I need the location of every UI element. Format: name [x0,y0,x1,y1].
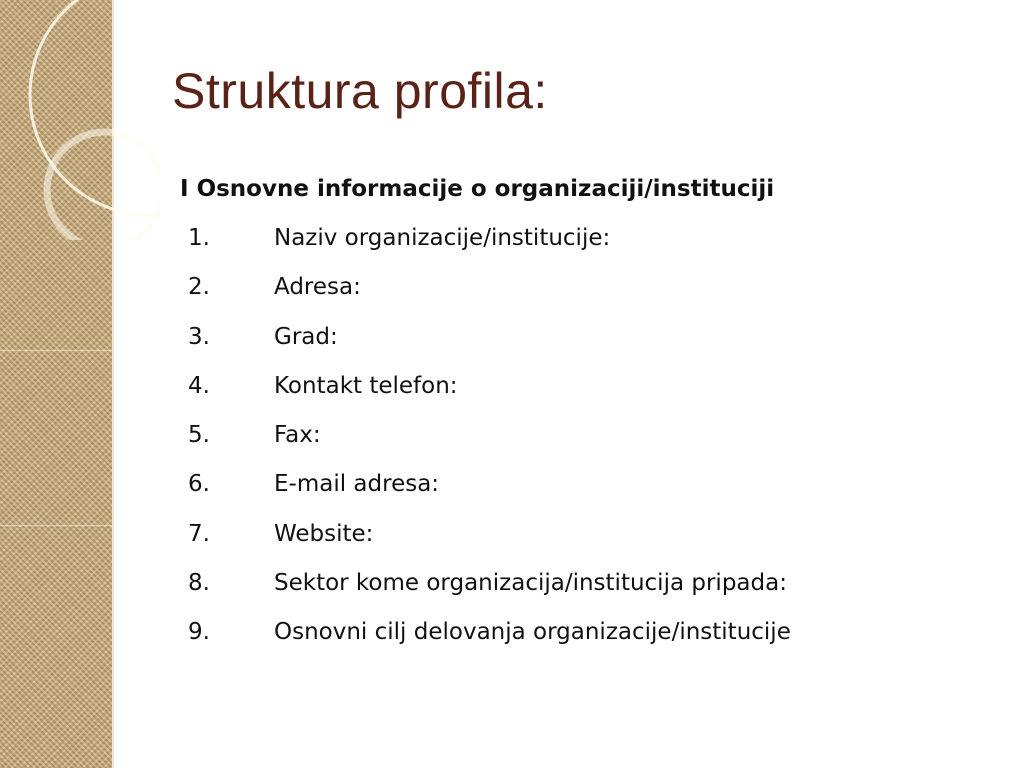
list-item [180,219,1000,268]
list-item [180,564,1000,613]
item-number: 4. [188,372,210,399]
list-item [180,416,1000,465]
item-label: Adresa: [274,274,361,301]
list-item [180,318,1000,367]
section-heading: I Osnovne informacije o organizaciji/instituciji [180,176,775,202]
list-item [180,465,1000,514]
item-number: 3. [188,323,210,350]
item-label: Sektor kome organizacija/institucija pripada: [274,570,787,597]
item-label: Grad: [274,323,338,350]
slide-content [180,170,1000,663]
item-number: 7. [188,520,210,547]
item-number: 6. [188,471,210,498]
item-number: 9. [188,619,210,646]
list-item [180,613,1000,662]
item-label: Website: [274,520,374,547]
list-item [180,515,1000,564]
item-label: Naziv organizacije/institucije: [274,225,611,251]
circle-ornament-icon [0,0,160,240]
item-number: 5. [188,422,210,449]
slide-title: Struktura profila: [172,63,548,119]
item-number: 1. [188,225,210,251]
burlap-seam [0,350,112,351]
item-number: 8. [188,570,210,597]
burlap-seam [0,525,112,526]
item-label: Fax: [274,422,321,449]
field-list [180,219,1000,663]
list-item [180,367,1000,416]
list-item [180,268,1000,317]
item-label: Osnovni cilj delovanja organizacije/institucije [274,619,791,646]
item-label: E-mail adresa: [274,471,440,498]
item-label: Kontakt telefon: [274,372,458,399]
item-number: 2. [188,274,210,301]
